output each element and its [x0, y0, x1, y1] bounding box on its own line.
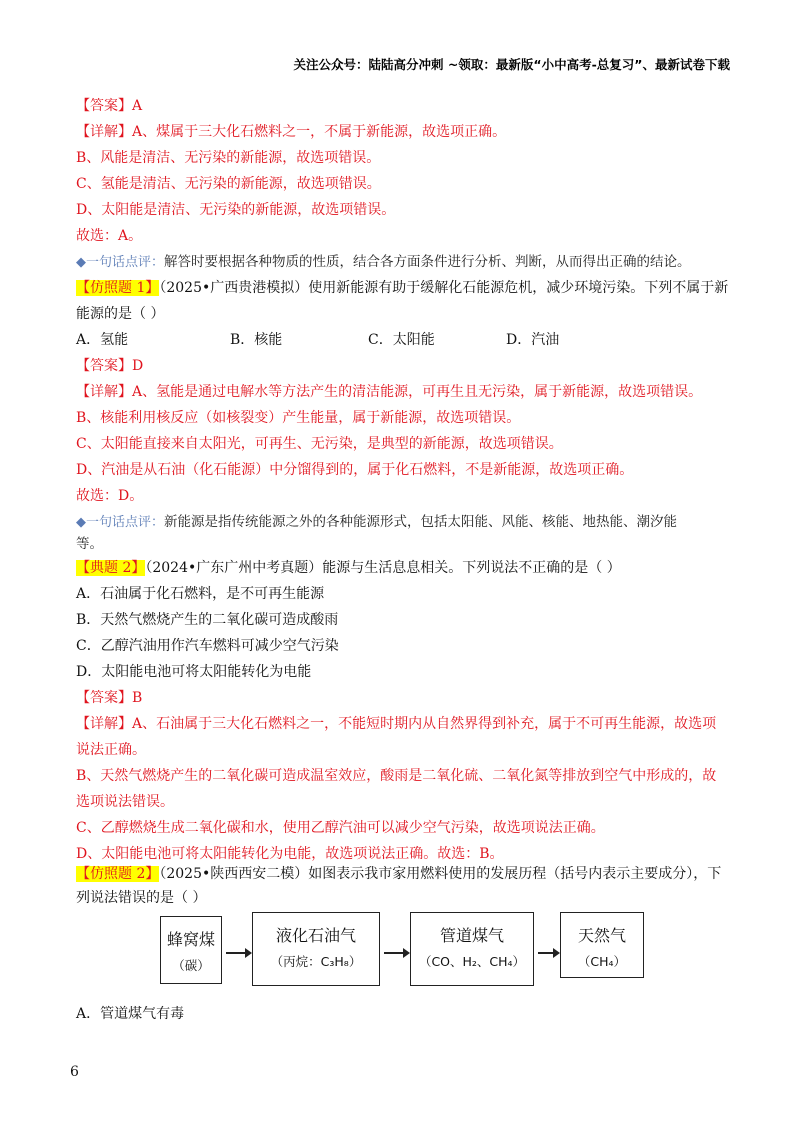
answer-value: B: [132, 690, 143, 706]
comment-label: ◆一句话点评：: [76, 515, 164, 530]
detail-line: B、核能利用核反应（如核裂变）产生能量，属于新能源，故选项错误。: [76, 410, 521, 426]
flow-box-natural-gas: [560, 912, 644, 978]
option-b: B．天然气燃烧产生的二氧化碳可造成酸雨: [76, 612, 339, 628]
flow-box-sub: （CH₄）: [577, 954, 627, 969]
option-a: A．管道煤气有毒: [76, 1006, 185, 1022]
question-tag: 【仿照题 2】: [76, 866, 160, 882]
comment-line: [76, 252, 691, 273]
detail-line: C、氢能是清洁、无污染的新能源，故选项错误。: [76, 176, 381, 192]
detail-line: C、太阳能直接来自太阳光，可再生、无污染，是典型的新能源，故选项错误。: [76, 436, 563, 452]
question-line: [76, 558, 621, 578]
detail-tag: 【详解】: [76, 124, 132, 140]
detail-text: A、煤属于三大化石燃料之一，不属于新能源，故选项正确。: [132, 124, 507, 140]
question-line: 列说法错误的是（ ）: [76, 890, 207, 906]
option-a: A．石油属于化石燃料，是不可再生能源: [76, 586, 325, 602]
answer-line: [76, 688, 142, 708]
detail-line: [76, 714, 716, 734]
comment-text: 解答时要根据各种物质的性质，结合各方面条件进行分析、判断，从而得出正确的结论。: [164, 254, 691, 270]
flow-box-title: 天然气: [577, 926, 626, 945]
answer-tag: 【答案】: [76, 358, 132, 374]
arrow-icon: [538, 952, 554, 954]
detail-line: C、乙醇燃烧生成二氧化碳和水，使用乙醇汽油可以减少空气污染，故选项说法正确。: [76, 820, 605, 836]
flow-box-title: 液化石油气: [275, 926, 356, 945]
option-c: C．太阳能: [368, 332, 435, 348]
detail-line: 选项说法错误。: [76, 794, 174, 810]
page-header: 关注公众号：陆陆高分冲刺 ~领取：最新版“小中高考-总复习”、最新试卷下载: [293, 57, 730, 72]
arrow-icon: [226, 952, 246, 954]
answer-line-1: [76, 96, 142, 116]
comment-label: ◆一句话点评：: [76, 255, 164, 270]
options-row: [76, 330, 559, 350]
detail-line: D、太阳能是清洁、无污染的新能源，故选项错误。: [76, 202, 396, 218]
comment-line-2: 等。: [76, 536, 103, 552]
option-c: C．乙醇汽油用作汽车燃料可减少空气污染: [76, 638, 339, 654]
flow-box-sub: （碳）: [172, 958, 210, 973]
flow-box-lpg: [252, 912, 380, 986]
question-line: [76, 278, 728, 298]
flow-box-title: 蜂窝煤: [166, 930, 215, 949]
conclusion: 故选：A。: [76, 228, 143, 244]
fuel-flow-diagram: [160, 912, 660, 992]
flow-box-title: 管道煤气: [439, 926, 504, 945]
comment-text: 新能源是指传统能源之外的各种能源形式，包括太阳能、风能、核能、地热能、潮汐能: [164, 514, 677, 530]
detail-text: A、氢能是通过电解水等方法产生的清洁能源，可再生且无污染，属于新能源，故选项错误。: [132, 384, 703, 400]
flow-box-sub: （CO、H₂、CH₄）: [418, 954, 526, 969]
comment-line: [76, 512, 677, 533]
detail-line: [76, 122, 506, 142]
question-tag: 【典题 2】: [76, 560, 146, 576]
detail-line: [76, 382, 702, 402]
detail-line: D、太阳能电池可将太阳能转化为电能，故选项说法正确。故选：B。: [76, 846, 504, 862]
detail-tag: 【详解】: [76, 716, 132, 732]
question-text: （2025•陕西西安二模）如图表示我市家用燃料使用的发展历程（括号内表示主要成分），下: [159, 866, 722, 882]
detail-text: A、石油属于三大化石燃料之一，不能短时期内从自然界得到补充，属于不可再生能源，故选项: [132, 716, 717, 732]
flow-box-sub: （丙烷：C₃H₈）: [270, 954, 362, 969]
question-text: （2024•广东广州中考真题）能源与生活息息相关。下列说法不正确的是（ ）: [145, 560, 621, 576]
page-number: 6: [70, 1064, 79, 1080]
answer-value: D: [132, 358, 144, 374]
question-text: （2025•广西贵港模拟）使用新能源有助于缓解化石能源危机，减少环境污染。下列不属于新: [159, 280, 729, 296]
option-b: B．核能: [230, 332, 283, 348]
answer-line: [76, 356, 143, 376]
option-d: D．太阳能电池可将太阳能转化为电能: [76, 664, 312, 680]
answer-value: A: [132, 98, 143, 114]
flow-box-pipeline-gas: [410, 912, 534, 986]
answer-tag: 【答案】: [76, 98, 132, 114]
detail-line: B、天然气燃烧产生的二氧化碳可造成温室效应，酸雨是二氧化硫、二氧化氮等排放到空气中形成的，故: [76, 768, 717, 784]
question-line: 能源的是（ ）: [76, 306, 165, 322]
detail-line: B、风能是清洁、无污染的新能源，故选项错误。: [76, 150, 381, 166]
question-line: [76, 864, 721, 884]
option-a: A．氢能: [76, 332, 129, 348]
answer-tag: 【答案】: [76, 690, 132, 706]
detail-line: D、汽油是从石油（化石能源）中分馏得到的，属于化石燃料，不是新能源，故选项正确。: [76, 462, 634, 478]
arrow-icon: [384, 952, 404, 954]
detail-tag: 【详解】: [76, 384, 132, 400]
option-d: D．汽油: [506, 332, 560, 348]
conclusion: 故选：D。: [76, 488, 144, 504]
flow-box-honeycomb-coal: [160, 916, 222, 984]
detail-line: 说法正确。: [76, 742, 146, 758]
question-tag: 【仿照题 1】: [76, 280, 160, 296]
